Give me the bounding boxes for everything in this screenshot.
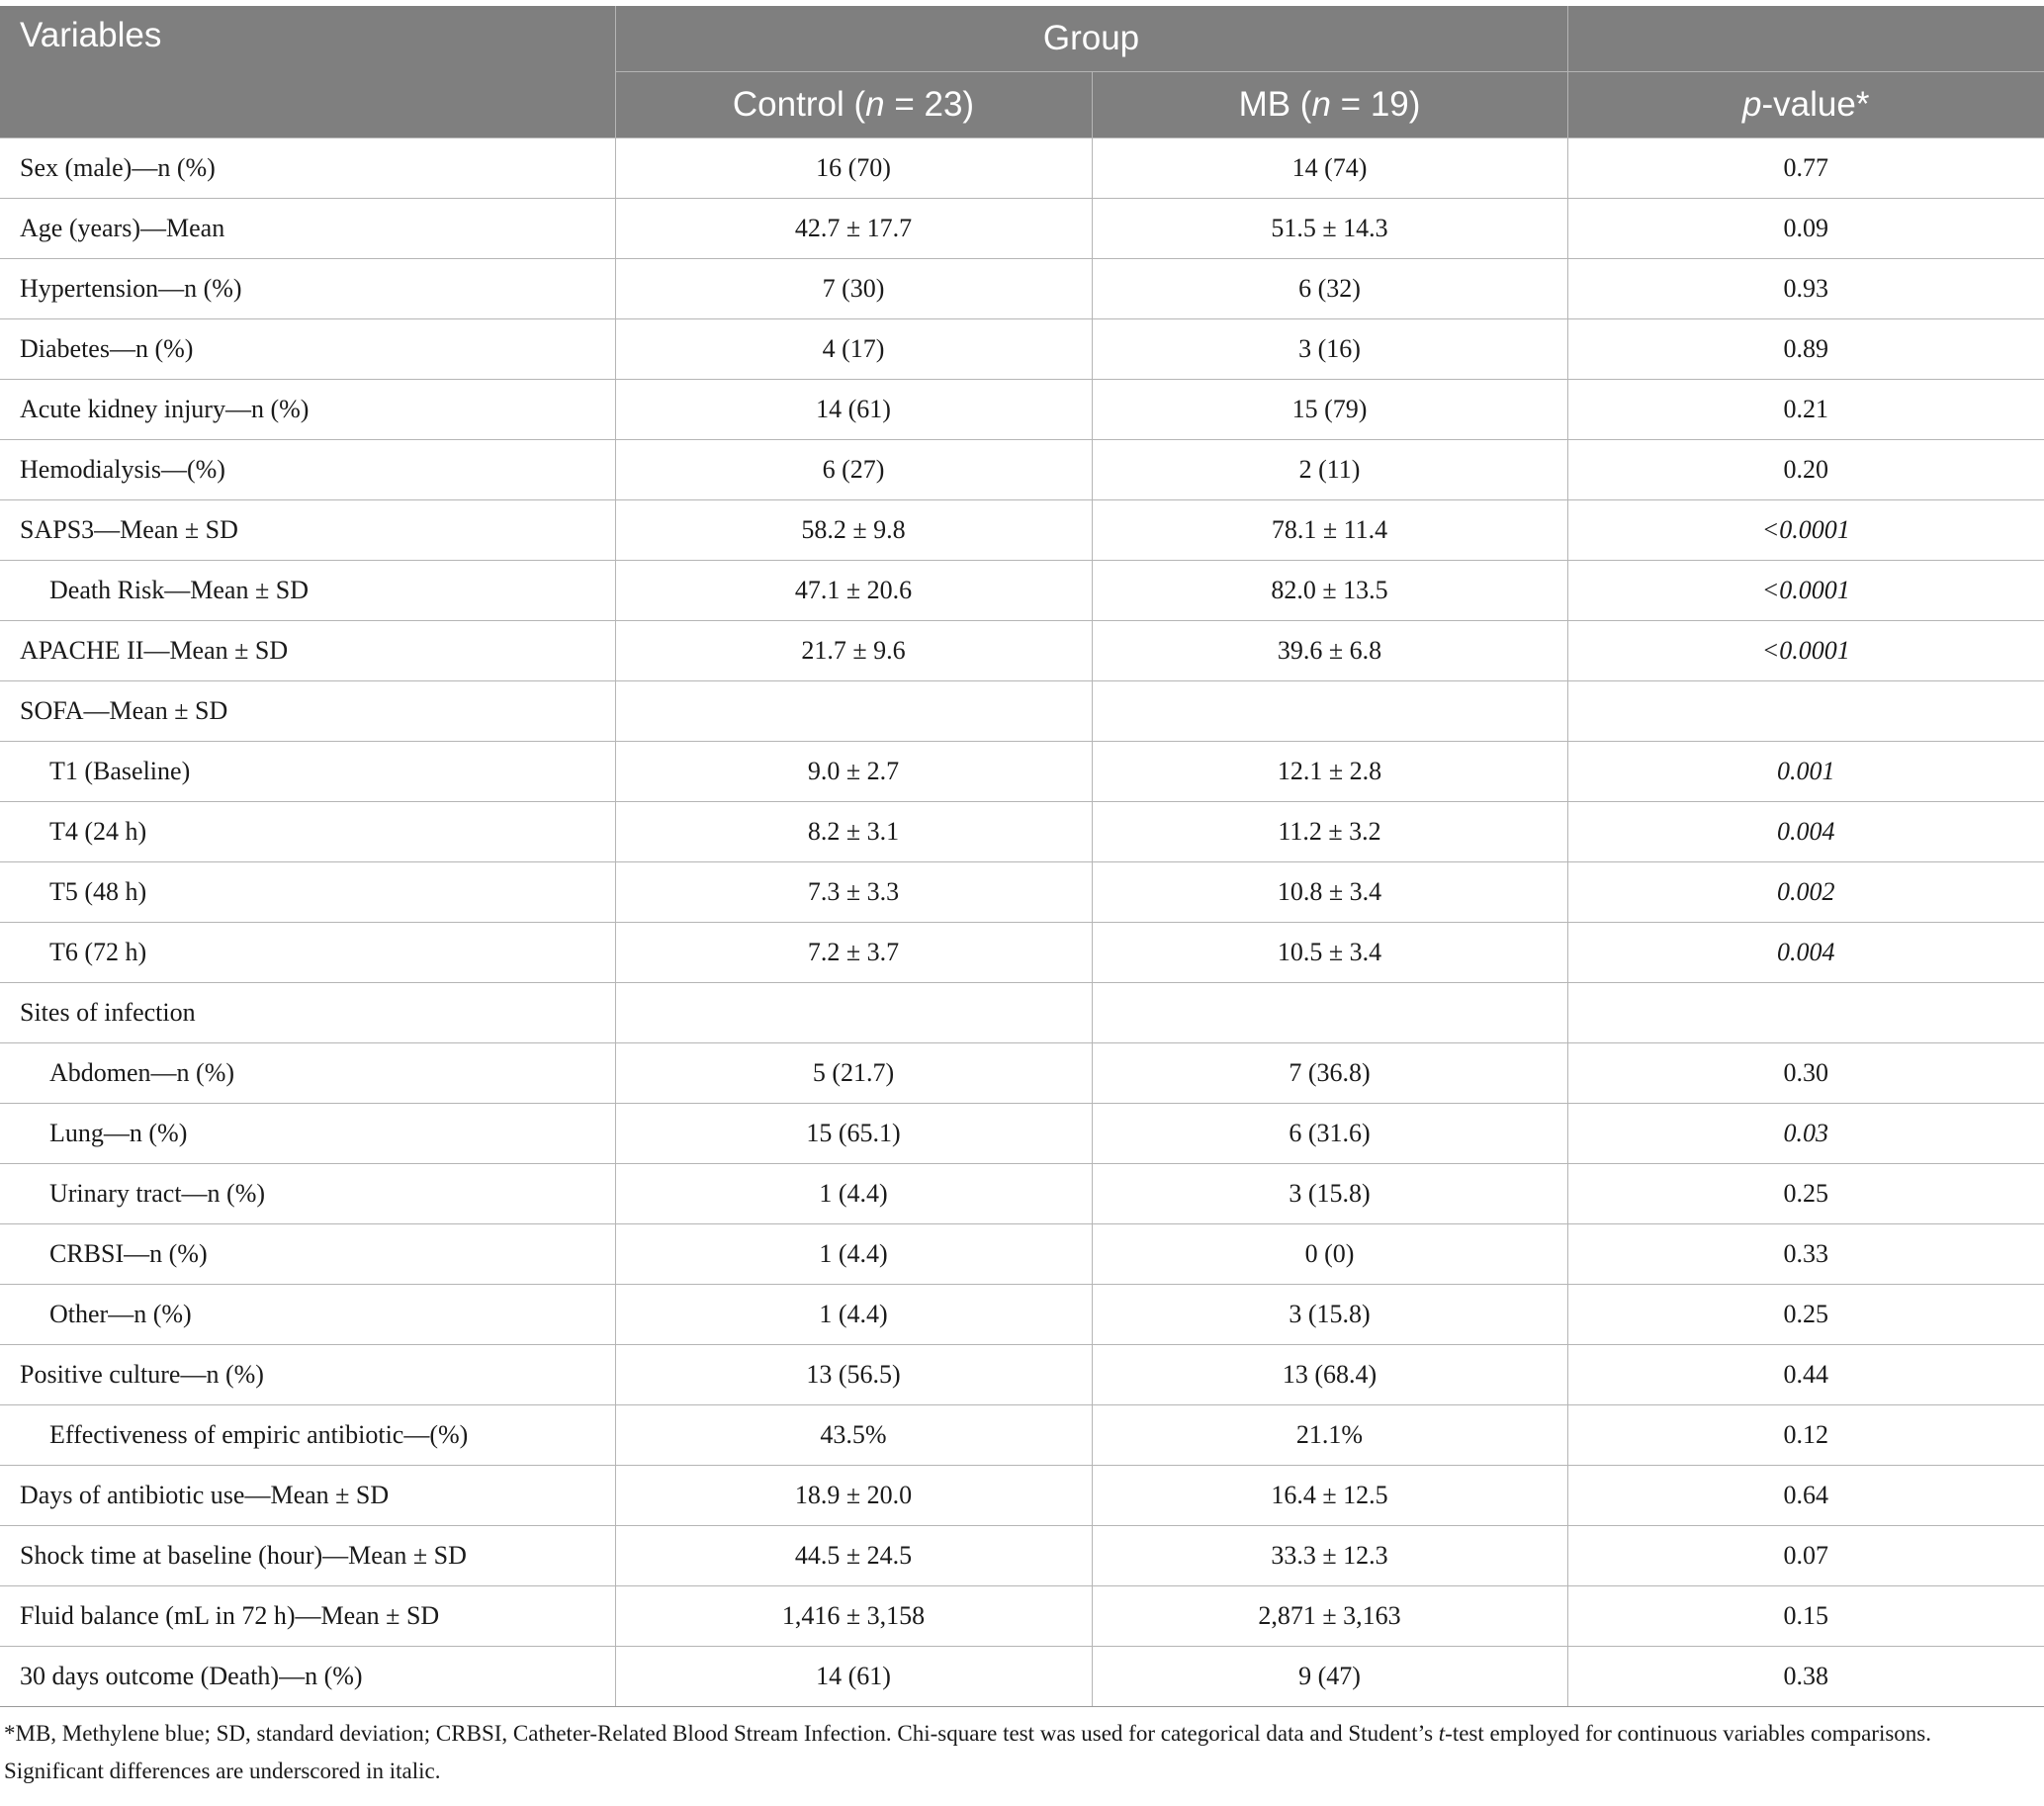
table-row <box>0 862 2044 923</box>
mb-value: 82.0 ± 13.5 <box>1092 561 1567 621</box>
row-label: Hemodialysis—(%) <box>0 440 615 500</box>
mb-value: 6 (32) <box>1092 259 1567 319</box>
mb-header: MB (n = 19) <box>1092 72 1567 138</box>
control-value: 16 (70) <box>615 138 1092 199</box>
table-row <box>0 1345 2044 1405</box>
p-value: 0.30 <box>1567 1043 2044 1104</box>
p-value: 0.21 <box>1567 380 2044 440</box>
table-row <box>0 923 2044 983</box>
mb-value: 21.1% <box>1092 1405 1567 1466</box>
table-row <box>0 1405 2044 1466</box>
p-value: 0.64 <box>1567 1466 2044 1526</box>
table-row <box>0 621 2044 681</box>
row-label: SOFA—Mean ± SD <box>0 681 615 742</box>
control-value: 47.1 ± 20.6 <box>615 561 1092 621</box>
table-container <box>0 6 2044 1790</box>
control-value: 1,416 ± 3,158 <box>615 1586 1092 1647</box>
row-label: Death Risk—Mean ± SD <box>0 561 615 621</box>
control-value: 1 (4.4) <box>615 1164 1092 1224</box>
p-value: 0.38 <box>1567 1647 2044 1707</box>
control-value: 14 (61) <box>615 380 1092 440</box>
table-row <box>0 1586 2044 1647</box>
p-value <box>1567 681 2044 742</box>
row-label: CRBSI—n (%) <box>0 1224 615 1285</box>
variables-header: Variables <box>0 6 615 138</box>
p-value: 0.89 <box>1567 319 2044 380</box>
control-value: 18.9 ± 20.0 <box>615 1466 1092 1526</box>
header-empty-cell <box>1567 6 2044 72</box>
table-row <box>0 561 2044 621</box>
table-row <box>0 440 2044 500</box>
row-label: Shock time at baseline (hour)—Mean ± SD <box>0 1526 615 1586</box>
mb-value <box>1092 681 1567 742</box>
row-label: APACHE II—Mean ± SD <box>0 621 615 681</box>
row-label: 30 days outcome (Death)—n (%) <box>0 1647 615 1707</box>
mb-value: 3 (15.8) <box>1092 1285 1567 1345</box>
mb-value: 7 (36.8) <box>1092 1043 1567 1104</box>
table-row <box>0 138 2044 199</box>
control-value: 9.0 ± 2.7 <box>615 742 1092 802</box>
p-value: <0.0001 <box>1567 500 2044 561</box>
row-label: Sex (male)—n (%) <box>0 138 615 199</box>
p-value: 0.15 <box>1567 1586 2044 1647</box>
mb-value: 10.8 ± 3.4 <box>1092 862 1567 923</box>
mb-value: 6 (31.6) <box>1092 1104 1567 1164</box>
mb-value: 3 (15.8) <box>1092 1164 1567 1224</box>
p-value: 0.07 <box>1567 1526 2044 1586</box>
control-value <box>615 983 1092 1043</box>
p-value-header: p-value* <box>1567 72 2044 138</box>
row-label: Acute kidney injury—n (%) <box>0 380 615 440</box>
p-value: 0.12 <box>1567 1405 2044 1466</box>
mb-value: 51.5 ± 14.3 <box>1092 199 1567 259</box>
header-row-1 <box>0 6 2044 72</box>
row-label: Diabetes—n (%) <box>0 319 615 380</box>
control-value <box>615 681 1092 742</box>
table-row <box>0 380 2044 440</box>
control-value: 43.5% <box>615 1405 1092 1466</box>
table-row <box>0 681 2044 742</box>
row-label: Hypertension—n (%) <box>0 259 615 319</box>
control-value: 4 (17) <box>615 319 1092 380</box>
p-value <box>1567 983 2044 1043</box>
p-value: 0.77 <box>1567 138 2044 199</box>
row-label: Urinary tract—n (%) <box>0 1164 615 1224</box>
mb-value: 14 (74) <box>1092 138 1567 199</box>
table-row <box>0 1526 2044 1586</box>
table-row <box>0 319 2044 380</box>
p-value: 0.002 <box>1567 862 2044 923</box>
mb-value: 12.1 ± 2.8 <box>1092 742 1567 802</box>
control-value: 42.7 ± 17.7 <box>615 199 1092 259</box>
table-row <box>0 1104 2044 1164</box>
control-value: 1 (4.4) <box>615 1285 1092 1345</box>
table-row <box>0 983 2044 1043</box>
row-label: Abdomen—n (%) <box>0 1043 615 1104</box>
mb-value: 0 (0) <box>1092 1224 1567 1285</box>
control-value: 58.2 ± 9.8 <box>615 500 1092 561</box>
table-row <box>0 742 2044 802</box>
table-row <box>0 1164 2044 1224</box>
control-value: 5 (21.7) <box>615 1043 1092 1104</box>
row-label: T1 (Baseline) <box>0 742 615 802</box>
p-value: 0.004 <box>1567 923 2044 983</box>
row-label: Age (years)—Mean <box>0 199 615 259</box>
mb-value: 11.2 ± 3.2 <box>1092 802 1567 862</box>
control-value: 44.5 ± 24.5 <box>615 1526 1092 1586</box>
p-value: 0.004 <box>1567 802 2044 862</box>
mb-value: 15 (79) <box>1092 380 1567 440</box>
row-label: Days of antibiotic use—Mean ± SD <box>0 1466 615 1526</box>
p-value: 0.25 <box>1567 1285 2044 1345</box>
row-label: Sites of infection <box>0 983 615 1043</box>
mb-value: 16.4 ± 12.5 <box>1092 1466 1567 1526</box>
control-value: 1 (4.4) <box>615 1224 1092 1285</box>
mb-value: 33.3 ± 12.3 <box>1092 1526 1567 1586</box>
control-value: 8.2 ± 3.1 <box>615 802 1092 862</box>
row-label: Positive culture—n (%) <box>0 1345 615 1405</box>
control-header: Control (n = 23) <box>615 72 1092 138</box>
row-label: T5 (48 h) <box>0 862 615 923</box>
table-body <box>0 138 2044 1707</box>
p-value: 0.33 <box>1567 1224 2044 1285</box>
table-row <box>0 1285 2044 1345</box>
table-row <box>0 802 2044 862</box>
control-value: 21.7 ± 9.6 <box>615 621 1092 681</box>
p-value: 0.93 <box>1567 259 2044 319</box>
mb-value <box>1092 983 1567 1043</box>
row-label: Other—n (%) <box>0 1285 615 1345</box>
control-value: 15 (65.1) <box>615 1104 1092 1164</box>
results-table <box>0 6 2044 1707</box>
control-value: 7.3 ± 3.3 <box>615 862 1092 923</box>
row-label: SAPS3—Mean ± SD <box>0 500 615 561</box>
row-label: Effectiveness of empiric antibiotic—(%) <box>0 1405 615 1466</box>
p-value: 0.44 <box>1567 1345 2044 1405</box>
table-row <box>0 199 2044 259</box>
table-row <box>0 1224 2044 1285</box>
mb-value: 78.1 ± 11.4 <box>1092 500 1567 561</box>
control-value: 7.2 ± 3.7 <box>615 923 1092 983</box>
mb-value: 2,871 ± 3,163 <box>1092 1586 1567 1647</box>
p-value: 0.20 <box>1567 440 2044 500</box>
mb-value: 13 (68.4) <box>1092 1345 1567 1405</box>
p-value: <0.0001 <box>1567 561 2044 621</box>
p-value: 0.25 <box>1567 1164 2044 1224</box>
row-label: Lung—n (%) <box>0 1104 615 1164</box>
p-value: 0.03 <box>1567 1104 2044 1164</box>
table-row <box>0 1466 2044 1526</box>
mb-value: 2 (11) <box>1092 440 1567 500</box>
mb-value: 9 (47) <box>1092 1647 1567 1707</box>
table-row <box>0 1647 2044 1707</box>
table-row <box>0 1043 2044 1104</box>
row-label: T6 (72 h) <box>0 923 615 983</box>
p-value: 0.001 <box>1567 742 2044 802</box>
mb-value: 10.5 ± 3.4 <box>1092 923 1567 983</box>
table-footnote: *MB, Methylene blue; SD, standard deviation; CRBSI, Catheter-Related Blood Stream Infection. Chi-square test was used for categorical data and Student’s t-test employed for continuous variables comparisons. Significant differences are underscored in italic. <box>4 1721 1931 1783</box>
p-value: <0.0001 <box>1567 621 2044 681</box>
row-label: T4 (24 h) <box>0 802 615 862</box>
row-label: Fluid balance (mL in 72 h)—Mean ± SD <box>0 1586 615 1647</box>
table-row <box>0 259 2044 319</box>
p-value: 0.09 <box>1567 199 2044 259</box>
mb-value: 3 (16) <box>1092 319 1567 380</box>
control-value: 7 (30) <box>615 259 1092 319</box>
group-header: Group <box>615 6 1567 72</box>
control-value: 13 (56.5) <box>615 1345 1092 1405</box>
control-value: 6 (27) <box>615 440 1092 500</box>
table-row <box>0 500 2044 561</box>
mb-value: 39.6 ± 6.8 <box>1092 621 1567 681</box>
control-value: 14 (61) <box>615 1647 1092 1707</box>
